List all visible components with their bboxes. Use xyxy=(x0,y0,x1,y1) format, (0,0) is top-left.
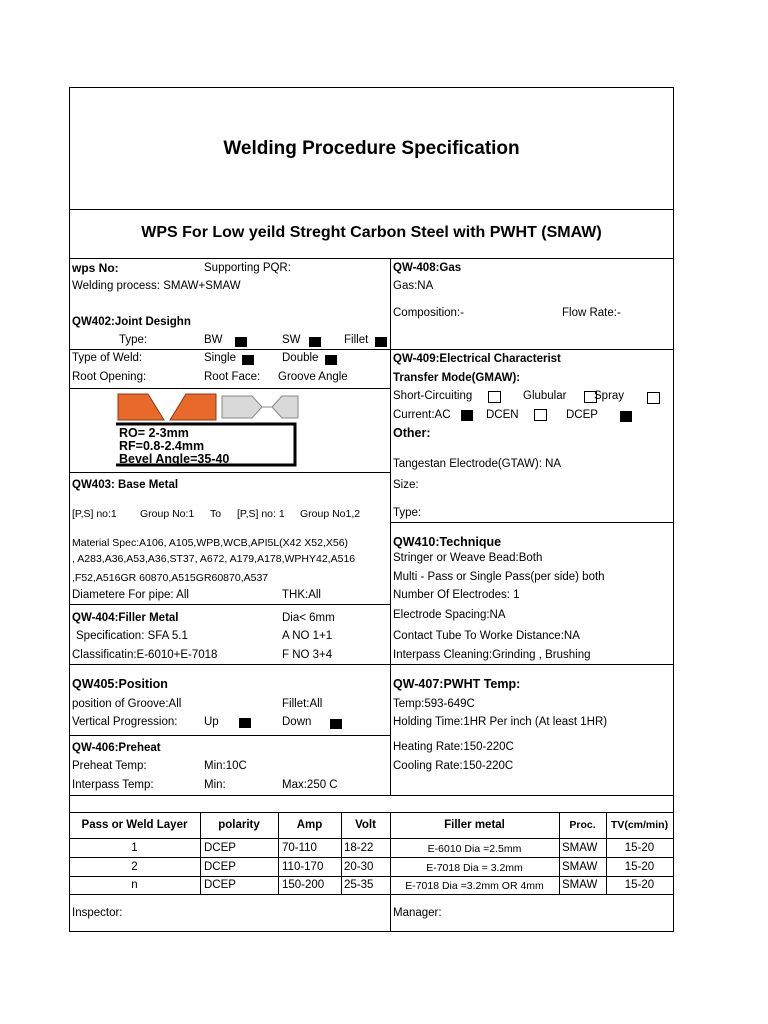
flow-rate-label: Flow Rate:- xyxy=(562,307,621,319)
single-label: Single xyxy=(204,352,236,364)
holding-time: Holding Time:1HR Per inch (At least 1HR) xyxy=(393,716,608,728)
type-label: Type: xyxy=(119,334,148,346)
position-heading: QW405:Position xyxy=(72,677,168,691)
position-fillet: Fillet:All xyxy=(282,698,323,710)
table-row-2-amp: 110-170 xyxy=(282,861,324,873)
divider xyxy=(390,522,674,523)
bw-checkbox[interactable] xyxy=(235,337,247,347)
a-no-label: A NO 1+1 xyxy=(282,630,333,642)
joint-note-ro: RO= 2-3mm xyxy=(119,426,189,440)
table-row-1-tv: 15-20 xyxy=(624,842,655,854)
preheat-heading: QW-406:Preheat xyxy=(72,742,161,754)
manager-label: Manager: xyxy=(393,907,442,919)
table-row-2-polarity: DCEP xyxy=(204,861,236,873)
divider xyxy=(69,838,674,839)
multi-pass: Multi - Pass or Single Pass(per side) both xyxy=(393,571,605,583)
inspector-label: Inspector: xyxy=(72,907,123,919)
other-heading: Other: xyxy=(393,426,431,440)
dcen-label: DCEN xyxy=(486,409,519,421)
size-label: Size: xyxy=(393,479,419,491)
welding-process: Welding process: SMAW+SMAW xyxy=(72,280,241,292)
fillet-checkbox[interactable] xyxy=(375,337,387,347)
table-row-2-pass: 2 xyxy=(131,861,138,873)
base-metal-heading: QW403: Base Metal xyxy=(72,479,179,491)
up-checkbox[interactable] xyxy=(239,718,251,728)
page-subtitle: WPS For Low yeild Streght Carbon Steel with PWHT (SMAW) xyxy=(141,224,602,241)
pwht-temp: Temp:593-649C xyxy=(393,698,475,710)
root-face-label: Root Face: xyxy=(204,371,261,383)
joint-note-rf: RF=0.8-2.4mm xyxy=(119,439,205,453)
table-row-3-filler: E-7018 Dia =3.2mm OR 4mm xyxy=(405,880,544,892)
vertical-progression-label: Vertical Progression: xyxy=(72,716,178,728)
fillet-label: Fillet xyxy=(344,334,369,346)
root-opening-label: Root Opening: xyxy=(72,371,147,383)
table-row-1-filler: E-6010 Dia =2.5mm xyxy=(427,843,522,855)
interpass-cleaning: Interpass Cleaning:Grinding , Brushing xyxy=(393,649,591,661)
table-row-1-polarity: DCEP xyxy=(204,842,236,854)
divider xyxy=(69,894,674,895)
double-checkbox[interactable] xyxy=(325,355,337,365)
f-no-label: F NO 3+4 xyxy=(282,649,333,661)
preheat-temp-value: Min:10C xyxy=(204,760,247,772)
table-header-polarity: polarity xyxy=(218,819,260,831)
group-no: Group No:1 xyxy=(140,508,195,520)
divider xyxy=(69,258,674,259)
interpass-temp-label: Interpass Temp: xyxy=(72,779,154,791)
sw-label: SW xyxy=(282,334,301,346)
heating-rate: Heating Rate:150-220C xyxy=(393,741,514,753)
bw-label: BW xyxy=(204,334,223,346)
bevel-plate-right xyxy=(170,394,216,420)
table-header-proc: Proc. xyxy=(569,819,596,831)
outer-left-border xyxy=(69,87,70,932)
tungsten-electrode: Tangestan Electrode(GTAW): NA xyxy=(393,458,562,470)
divider xyxy=(390,664,674,665)
table-row-3-amp: 150-200 xyxy=(282,879,325,891)
table-header-pass: Pass or Weld Layer xyxy=(81,819,188,831)
to-label: To xyxy=(210,508,222,520)
composition-label: Composition:- xyxy=(393,307,464,319)
wps-no-label: wps No: xyxy=(72,261,119,275)
divider xyxy=(69,795,674,796)
divider xyxy=(69,876,674,877)
pwht-heading: QW-407:PWHT Temp: xyxy=(393,677,521,691)
spray-checkbox[interactable] xyxy=(647,392,660,404)
divider xyxy=(69,388,390,389)
thk-label: THK:All xyxy=(282,589,321,601)
group-no-2: Group No1,2 xyxy=(300,508,361,520)
joint-design-heading: QW402:Joint Desighn xyxy=(72,316,191,328)
bevel-plate-left xyxy=(118,394,164,420)
table-row-2-proc: SMAW xyxy=(562,861,598,873)
spray-label: Spray xyxy=(594,390,625,402)
short-circuiting-checkbox[interactable] xyxy=(488,391,501,403)
electrical-heading: QW-409:Electrical Characterist xyxy=(393,353,561,365)
material-spec-line-1: Material Spec:A106, A105,WPB,WCB,API5L(X42 X52,X56) xyxy=(72,537,349,549)
table-header-volt: Volt xyxy=(355,819,376,831)
glubular-label: Glubular xyxy=(523,390,567,402)
table-row-3-volt: 25-35 xyxy=(344,879,374,891)
table-header-tv: TV(cm/min) xyxy=(610,819,669,831)
interpass-min: Min: xyxy=(204,779,226,791)
short-circuiting-label: Short-Circuiting xyxy=(393,390,473,402)
table-row-3-proc: SMAW xyxy=(562,879,598,891)
table-header-amp: Amp xyxy=(296,819,323,831)
ac-checkbox[interactable] xyxy=(461,410,473,421)
transfer-mode-label: Transfer Mode(GMAW): xyxy=(393,372,521,384)
up-label: Up xyxy=(204,716,219,728)
joint-note-bevel-angle: Bevel Angle=35-40 xyxy=(119,452,230,466)
table-row-1-proc: SMAW xyxy=(562,842,598,854)
supporting-pqr-label: Supporting PQR: xyxy=(204,262,291,274)
table-row-3-pass: n xyxy=(131,879,138,891)
divider xyxy=(69,812,674,813)
diameter-label: Diametere For pipe: All xyxy=(72,589,189,601)
table-row-1-amp: 70-110 xyxy=(282,842,317,854)
sw-checkbox[interactable] xyxy=(309,337,321,347)
divider xyxy=(69,472,390,473)
down-checkbox[interactable] xyxy=(330,719,342,729)
divider xyxy=(69,604,390,605)
dia-label: Dia< 6mm xyxy=(282,612,335,624)
divider xyxy=(69,664,390,665)
column-divider xyxy=(390,258,391,795)
table-row-1-pass: 1 xyxy=(131,842,138,854)
double-label: Double xyxy=(282,352,319,364)
ps-no: [P,S] no:1 xyxy=(72,508,117,520)
table-row-1-volt: 18-22 xyxy=(344,842,374,854)
gas-heading: QW-408:Gas xyxy=(393,262,462,274)
technique-heading: QW410:Technique xyxy=(393,535,502,549)
double-bevel-plate-left xyxy=(222,396,262,418)
classification-label: Classificatin:E-6010+E-7018 xyxy=(72,649,218,661)
dcen-checkbox[interactable] xyxy=(534,409,547,421)
preheat-temp-label: Preheat Temp: xyxy=(72,760,147,772)
current-label: Current:AC xyxy=(393,409,451,421)
divider xyxy=(390,349,674,350)
table-row-2-volt: 20-30 xyxy=(344,861,374,873)
page-title: Welding Procedure Specification xyxy=(223,138,520,159)
double-bevel-plate-right xyxy=(272,396,298,418)
material-spec-line-3: ,F52,A516GR 60870,A515GR60870,A537 xyxy=(72,572,269,584)
filler-metal-heading: QW-404:Filler Metal xyxy=(72,612,179,624)
outer-top-border xyxy=(69,87,674,88)
table-row-3-tv: 15-20 xyxy=(624,879,655,891)
groove-angle-label: Groove Angle xyxy=(278,371,348,383)
table-header-filler-metal: Filler metal xyxy=(444,819,505,831)
interpass-max: Max:250 C xyxy=(282,779,338,791)
contact-tube-distance: Contact Tube To Worke Distance:NA xyxy=(393,630,580,642)
electrode-spacing: Electrode Spacing:NA xyxy=(393,609,506,621)
outer-bottom-border xyxy=(69,931,674,932)
position-groove: position of Groove:All xyxy=(72,698,182,710)
type-of-weld-label: Type of Weld: xyxy=(72,352,143,364)
table-row-3-polarity: DCEP xyxy=(204,879,236,891)
specification-label: Specification: SFA 5.1 xyxy=(76,630,188,642)
divider xyxy=(69,735,390,736)
single-checkbox[interactable] xyxy=(242,355,254,365)
stringer-weave: Stringer or Weave Bead:Both xyxy=(393,552,543,564)
outer-right-border xyxy=(673,87,674,932)
divider xyxy=(69,349,390,350)
dcep-checkbox[interactable] xyxy=(620,411,632,422)
dcep-label: DCEP xyxy=(566,409,598,421)
table-row-2-filler: E-7018 Dia = 3.2mm xyxy=(426,862,523,874)
type-label-right: Type: xyxy=(393,507,422,519)
gas-value: Gas:NA xyxy=(393,280,434,292)
ps-no-2: [P,S] no: 1 xyxy=(237,508,285,520)
down-label: Down xyxy=(282,716,312,728)
material-spec-line-2: , A283,A36,A53,A36,ST37, A672, A179,A178,WPHY42,A516 xyxy=(72,553,356,565)
number-of-electrodes: Number Of Electrodes: 1 xyxy=(393,589,520,601)
table-row-2-tv: 15-20 xyxy=(624,861,655,873)
divider xyxy=(69,857,674,858)
divider xyxy=(69,209,674,210)
cooling-rate: Cooling Rate:150-220C xyxy=(393,760,514,772)
